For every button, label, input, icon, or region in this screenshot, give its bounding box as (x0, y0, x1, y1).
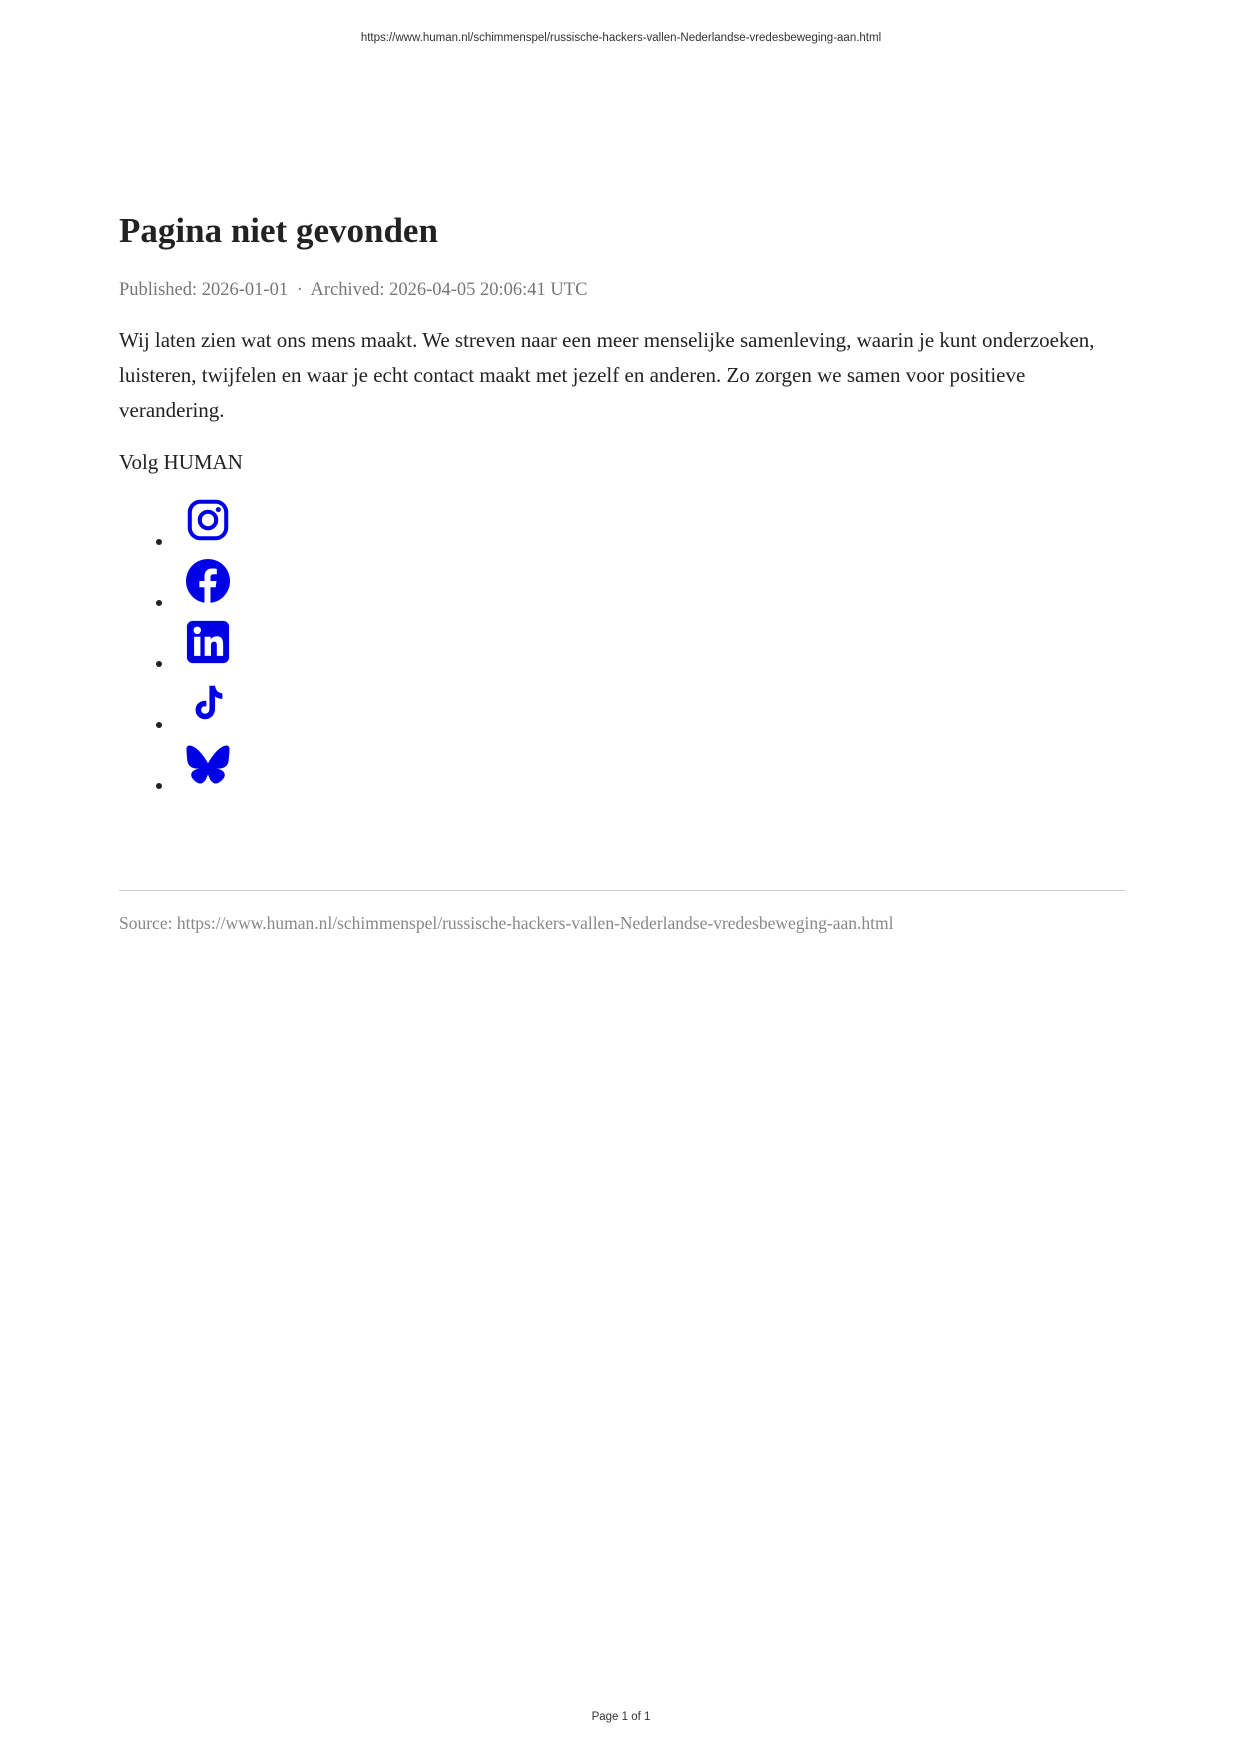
intro-paragraph: Wij laten zien wat ons mens maakt. We streven naar een meer menselijke samenleving, waarin je kunt onderzoeken, luisteren, twijfelen en waar je echt contact maakt met jezelf en anderen. Zo zorgen we samen voor positieve verandering. (119, 328, 1095, 422)
published-date: Published: 2026-01-01 (119, 280, 289, 300)
archived-date: Archived: 2026-04-05 20:06:41 UTC (310, 280, 588, 300)
article-meta (119, 280, 1125, 301)
list-item (119, 497, 1125, 558)
list-item (119, 741, 1125, 802)
list-bullet (156, 722, 162, 728)
list-bullet (156, 661, 162, 667)
list-bullet (156, 600, 162, 606)
print-header-url: https://www.human.nl/schimmenspel/russische-hackers-vallen-Nederlandse-vredesbeweging-aan.html (360, 32, 882, 44)
linkedin-link[interactable] (185, 619, 231, 665)
bluesky-icon (185, 741, 231, 787)
meta-separator: · (296, 280, 303, 300)
page-number: Page 1 of 1 (591, 1711, 651, 1723)
bluesky-link[interactable] (185, 741, 231, 787)
list-bullet (156, 539, 162, 545)
list-item (119, 558, 1125, 619)
list-item (119, 619, 1125, 680)
social-links-list (119, 497, 1125, 802)
list-item (119, 680, 1125, 741)
follow-label: Volg HUMAN (119, 450, 243, 474)
divider (119, 890, 1125, 891)
facebook-link[interactable] (185, 558, 231, 604)
instagram-link[interactable] (185, 497, 231, 543)
tiktok-link[interactable] (185, 680, 231, 726)
article (119, 210, 1125, 802)
source-line: Source: https://www.human.nl/schimmenspel/russische-hackers-vallen-Nederlandse-vredesbeweging-aan.html (119, 913, 894, 933)
page-title: Pagina niet gevonden (119, 211, 438, 250)
instagram-icon (185, 497, 231, 543)
linkedin-icon (185, 619, 231, 665)
list-bullet (156, 783, 162, 789)
tiktok-icon (185, 680, 231, 726)
facebook-icon (185, 558, 231, 604)
